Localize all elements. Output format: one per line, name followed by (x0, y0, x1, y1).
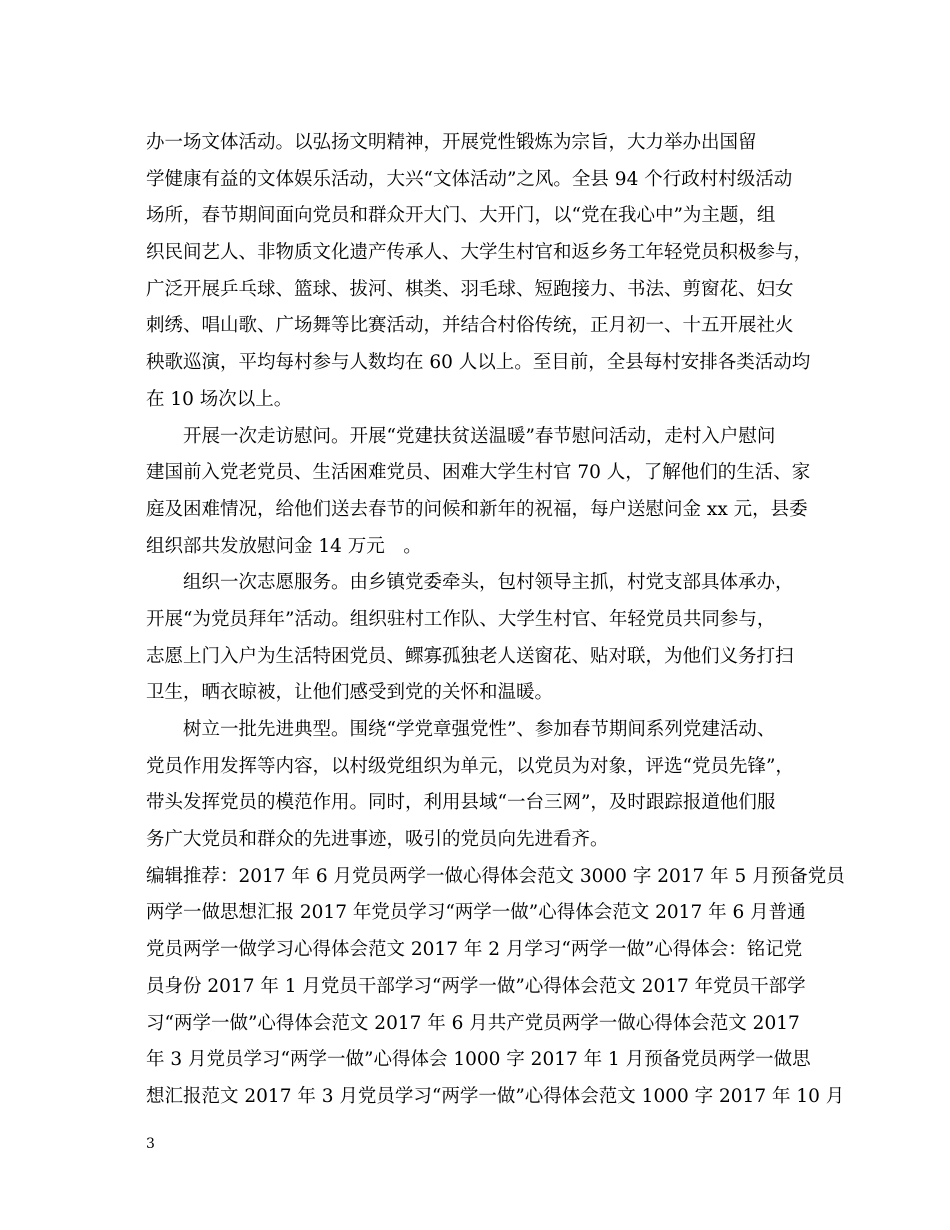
text-line: 刺绣、唱山歌、广场舞等比赛活动，并结合村俗传统，正月初一、十五开展社火 (146, 315, 794, 337)
paragraph-start-line: 树立一批先进典型。围绕“学党章强党性”、参加春节期间系列党建活动、 (183, 719, 776, 740)
page-number: 3 (146, 1136, 155, 1152)
text-line: 两学一做思想汇报 2017 年党员学习“两学一做”心得体会范文 2017 年 6 月普通 (146, 902, 806, 924)
editor-recommendation-line: 编辑推荐：2017 年 6 月党员两学一做心得体会范文 3000 字 2017 年 5 月预备党员 (146, 865, 845, 887)
text-line: 卫生，晒衣晾被，让他们感受到党的关怀和温暖。 (146, 682, 554, 704)
text-line: 在 10 场次以上。 (146, 388, 293, 410)
text-line: 想汇报范文 2017 年 3 月党员学习“两学一做”心得体会范文 1000 字 2017 年 10 月 (146, 1085, 845, 1107)
text-line: 党员作用发挥等内容，以村级党组织为单元，以党员为对象，评选“党员先锋”， (146, 755, 794, 777)
body-text (146, 125, 845, 1116)
text-line: 织民间艺人、非物质文化遗产传承人、大学生村官和返乡务工年轻党员积极参与， (146, 242, 813, 264)
text-line: 办一场文体活动。以弘扬文明精神，开展党性锻炼为宗旨，大力举办出国留 (146, 132, 757, 153)
paragraph-start-line: 组织一次志愿服务。由乡镇党委牵头，包村领导主抓，村党支部具体承办， (183, 572, 794, 594)
paragraph-start-line: 开展一次走访慰问。开展“党建扶贫送温暖”春节慰问活动，走村入户慰问 (183, 425, 776, 447)
text-line: 员身份 2017 年 1 月党员干部学习“两学一做”心得体会范文 2017 年党员干部学 (146, 975, 806, 997)
text-line: 场所，春节期间面向党员和群众开大门、大开门，以“党在我心中”为主题，组 (146, 205, 776, 227)
text-line: 学健康有益的文体娱乐活动，大兴“文体活动”之风。全县 94 个行政村村级活动 (146, 168, 793, 190)
text-line: 带头发挥党员的模范作用。同时，利用县域“一台三网”，及时跟踪报道他们服 (146, 792, 776, 814)
text-line: 习“两学一做”心得体会范文 2017 年 6 月共产党员两学一做心得体会范文 2017 (146, 1012, 800, 1034)
text-line: 党员两学一做学习心得体会范文 2017 年 2 月学习“两学一做”心得体会：铭记党 (146, 939, 803, 961)
text-line: 务广大党员和群众的先进事迹，吸引的党员向先进看齐。 (146, 829, 609, 851)
text-line: 组织部共发放慰问金 14 万元 。 (146, 535, 422, 557)
text-line: 开展“为党员拜年”活动。组织驻村工作队、大学生村官、年轻党员共同参与， (146, 608, 776, 630)
text-line: 志愿上门入户为生活特困党员、鳏寡孤独老人送窗花、贴对联，为他们义务打扫 (146, 645, 794, 667)
text-line: 年 3 月党员学习“两学一做”心得体会 1000 字 2017 年 1 月预备党员两学一做思 (146, 1049, 811, 1071)
text-line: 庭及困难情况，给他们送去春节的问候和新年的祝福，每户送慰问金 xx 元，县委 (146, 498, 808, 520)
text-line: 广泛开展乒乓球、篮球、拔河、棋类、羽毛球、短跑接力、书法、剪窗花、妇女 (146, 278, 794, 300)
text-line: 秧歌巡演，平均每村参与人数均在 60 人以上。至目前，全县每村安排各类活动均 (146, 352, 811, 374)
text-line: 建国前入党老党员、生活困难党员、困难大学生村官 70 人，了解他们的生活、家 (146, 462, 811, 484)
